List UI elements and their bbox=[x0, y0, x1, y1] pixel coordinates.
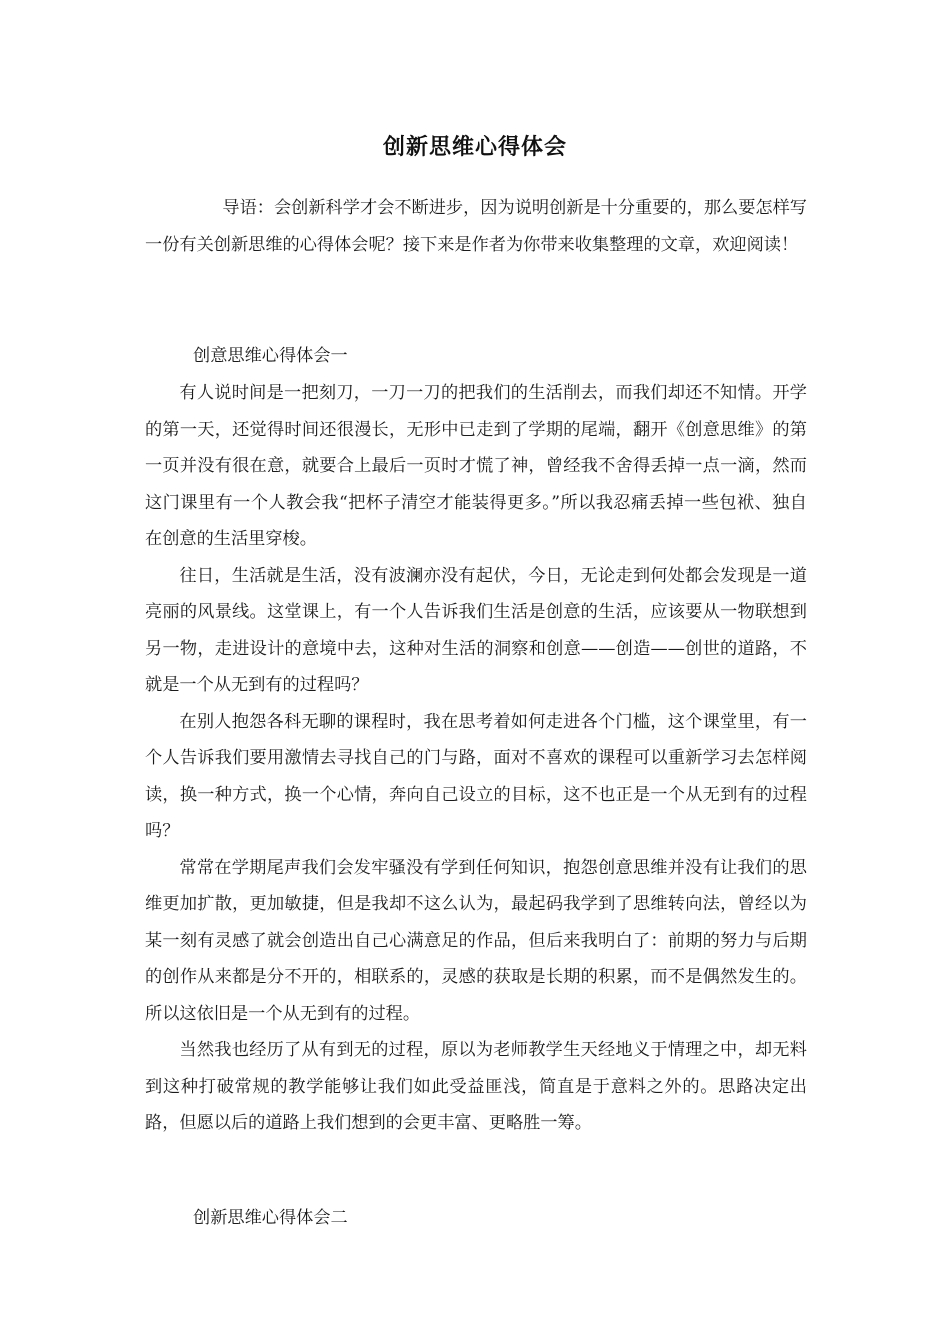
intro-paragraph: 导语：会创新科学才会不断进步，因为说明创新是十分重要的，那么要怎样写一份有关创新思维的心得体会呢？接下来是作者为你带来收集整理的文章，欢迎阅读！ bbox=[145, 198, 807, 255]
paragraph-5: 当然我也经历了从有到无的过程，原以为老师教学生天经地义于情理之中，却无料到这种打破常规的教学能够让我们如此受益匪浅，简直是于意料之外的。思路决定出路，但愿以后的道路上我们想到的会更丰富、更略胜一筹。 bbox=[145, 1040, 807, 1133]
section-body-1 bbox=[145, 375, 807, 1142]
section-heading-2: 创新思维心得体会二 bbox=[193, 1208, 348, 1228]
paragraph-4: 常常在学期尾声我们会发牢骚没有学到任何知识，抱怨创意思维并没有让我们的思维更加扩散，更加敏捷，但是我却不这么认为，最起码我学到了思维转向法，曾经以为某一刻有灵感了就会创造出自己心满意足的作品，但后来我明白了：前期的努力与后期的创作从来都是分不开的，相联系的，灵感的获取是长期的积累，而不是偶然发生的。所以这依旧是一个从无到有的过程。 bbox=[145, 857, 807, 1024]
document-title: 创新思维心得体会 bbox=[382, 135, 567, 160]
intro-block bbox=[145, 190, 807, 263]
paragraph-1: 有人说时间是一把刻刀，一刀一刀的把我们的生活削去，而我们却还不知情。开学的第一天，还觉得时间还很漫长，无形中已走到了学期的尾端，翻开《创意思维》的第一页并没有很在意，就要合上最后一页时才慌了神，曾经我不舍得丢掉一点一滴，然而这门课里有一个人教会我“把杯子清空才能装得更多。”所以我忍痛丢掉一些包袱、独自在创意的生活里穿梭。 bbox=[145, 383, 807, 549]
paragraph-3: 在别人抱怨各科无聊的课程时，我在思考着如何走进各个门槛，这个课堂里，有一个人告诉我们要用激情去寻找自己的门与路，面对不喜欢的课程可以重新学习去怎样阅读，换一种方式，换一个心情，奔向自己设立的目标，这不也正是一个从无到有的过程吗？ bbox=[145, 711, 807, 841]
section-heading-1: 创意思维心得体会一 bbox=[193, 346, 348, 366]
paragraph-2: 往日，生活就是生活，没有波澜亦没有起伏，今日，无论走到何处都会发现是一道亮丽的风景线。这堂课上，有一个人告诉我们生活是创意的生活，应该要从一物联想到另一物，走进设计的意境中去，这种对生活的洞察和创意——创造——创世的道路，不就是一个从无到有的过程吗？ bbox=[145, 565, 807, 695]
